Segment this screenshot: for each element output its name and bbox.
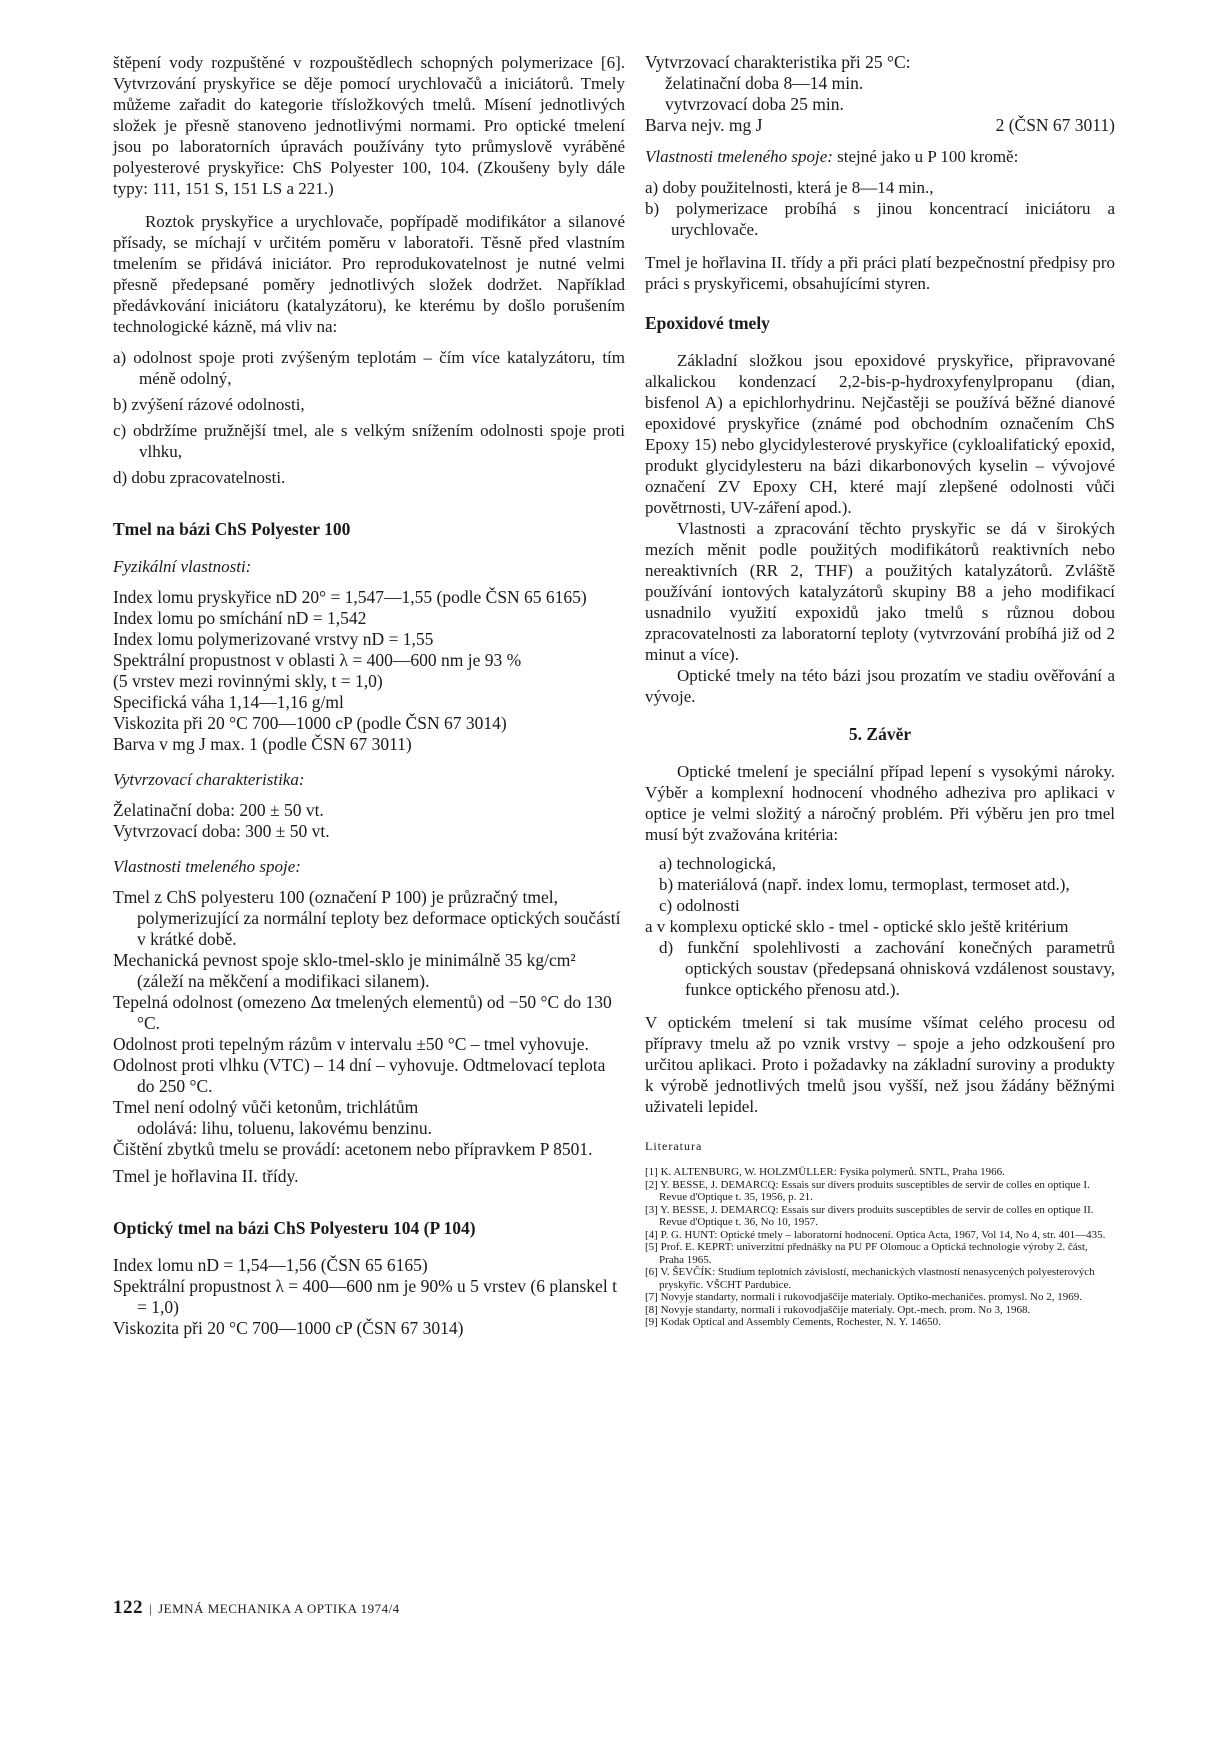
paragraph: Roztok pryskyřice a urychlovače, popřípadě modifikátor a silanové přísady, se míchají v určitém poměru v laboratoři. Těsně před vlastním tmelením se přidává iniciátor. Pro reprodukovatelnost je nutné velmi přesně předepsané poměry jednotlivých složek dodržet. Například předávkování iniciátoru (katalyzátoru), ke kterému by došlo porušením technologické kázně, má vliv na: (113, 212, 625, 336)
property-line: Specifická váha 1,14—1,16 g/ml (113, 692, 344, 712)
page-number: 122 (113, 1597, 143, 1618)
paragraph: Tmel je hořlavina II. třídy a při práci platí bezpečnostní předpisy pro práci s pryskyřicemi, obsahujícími styren. (645, 253, 1115, 293)
property-line: Viskozita při 20 °C 700—1000 cP (podle ČSN 67 3014) (113, 713, 507, 733)
exceptions-list (645, 177, 1115, 240)
reference-item: [7] Novyje standarty, normali i rukovodjaščije materialy. Optiko-mechaničes. promysl. No 2, 1969. (645, 1291, 1082, 1303)
section-heading: Tmel na bázi ChS Polyester 100 (113, 519, 351, 539)
property-label: Barva nejv. mg J (645, 115, 763, 135)
reference-item: [8] Novyje standarty, normali i rukovodjaščije materialy. Opt.-mech. prom. No 3, 1968. (645, 1303, 1031, 1316)
paragraph: V optickém tmelení si tak musíme všímat celého procesu od přípravy tmelu až po vznik vrstvy – spoje a jeho odzkoušení pro určitou aplikaci. Proto i požadavky na základní suroviny a produkty k výrobě jednotlivých tmelů jsou vyšší, než jsou žádány běžnými uživateli lepidel. (645, 1013, 1115, 1116)
reference-item: [4] P. G. HUNT: Optické tmely – laboratorní hodnocení. Optica Acta, 1967, Vol 14, No 4, str. 401—435. (645, 1228, 1106, 1241)
list-item: a) technologická, (659, 854, 777, 873)
property-line: Index lomu polymerizované vrstvy nD = 1,55 (113, 629, 434, 649)
criteria-list (645, 937, 1115, 1000)
property-line (645, 115, 1115, 136)
property-line: Tmel z ChS polyesteru 100 (označení P 100) je průzračný tmel, polymerizující za normální teploty bez deformace optických součástí v krátké době. (113, 887, 621, 949)
property-list (113, 1255, 625, 1339)
page-footer (113, 1597, 400, 1619)
property-line: Index lomu pryskyřice nD 20° = 1,547—1,55 (podle ČSN 65 6165) (113, 587, 587, 607)
property-line: Viskozita při 20 °C 700—1000 cP (ČSN 67 3014) (113, 1318, 464, 1338)
reference-item: [3] Y. BESSE, J. DEMARCQ: Essais sur divers produits susceptibles de servir de colles en optique II. Revue d'Optique t. 36, No 10, 1957. (645, 1203, 1094, 1228)
property-line: Index lomu po smíchání nD = 1,542 (113, 608, 367, 628)
left-column (113, 52, 625, 1339)
paragraph: Optické tmely na této bázi jsou prozatím ve stadiu ověřování a vývoje. (645, 666, 1115, 706)
property-line: Barva v mg J max. 1 (podle ČSN 67 3011) (113, 734, 412, 754)
property-line: Tepelná odolnost (omezeno Δα tmelených elementů) od −50 °C do 130 °C. (113, 992, 612, 1033)
property-line: Vytvrzovací charakteristika při 25 °C: (645, 52, 911, 72)
property-line: Tmel není odolný vůči ketonům, trichlátům (113, 1097, 419, 1117)
references-list (645, 1166, 1115, 1329)
reference-item: [2] Y. BESSE, J. DEMARCQ: Essais sur divers produits susceptibles de servir de colles en optique I. Revue d'Optique t. 35, 1956, p. 21. (645, 1178, 1090, 1203)
property-line: vytvrzovací doba 25 min. (665, 94, 844, 114)
paragraph: a v komplexu optické sklo - tmel - optické sklo ještě kritérium (645, 917, 1069, 936)
property-line: Spektrální propustnost v oblasti λ = 400—600 nm je 93 % (113, 650, 522, 670)
references-title: Literatura (645, 1139, 703, 1153)
list-item: c) obdržíme pružnější tmel, ale s velkým snížením odolnosti spoje proti vlhku, (113, 421, 625, 461)
property-list (113, 800, 625, 842)
inline-subheading: Vlastnosti tmeleného spoje: (645, 147, 833, 166)
property-line: Tmel je hořlavina II. třídy. (113, 1166, 299, 1186)
effects-list (113, 347, 625, 488)
property-line: Odolnost proti vlhku (VTC) – 14 dní – vyhovuje. Odtmelovací teplota do 250 °C. (113, 1055, 606, 1096)
subheading: Vytvrzovací charakteristika: (113, 770, 305, 789)
list-item: c) odolnosti (659, 896, 740, 915)
property-list (113, 587, 625, 755)
property-line: Vytvrzovací doba: 300 ± 50 vt. (113, 821, 330, 841)
property-line: Index lomu nD = 1,54—1,56 (ČSN 65 6165) (113, 1255, 428, 1275)
reference-item: [5] Prof. E. KEPRT: univerzitní přednášky na PU PF Olomouc a Optická technologie výroby 2. část, Praha 1965. (645, 1241, 1088, 1266)
list-item: a) doby použitelnosti, která je 8—14 min., (645, 178, 934, 197)
list-item: b) materiálová (např. index lomu, termoplast, termoset atd.), (659, 875, 1070, 894)
property-line: Mechanická pevnost spoje sklo-tmel-sklo je minimálně 35 kg/cm² (záleží na měkčení a modifikaci silanem). (113, 950, 576, 991)
list-item: d) funkční spolehlivosti a zachování konečných parametrů optických soustav (předepsaná ohnisková vzdálenost soustavy, funkce optického přenosu atd.). (659, 938, 1115, 999)
paragraph: štěpení vody rozpuštěné v rozpouštědlech schopných polymerizace [6]. Vytvrzování pryskyřice se děje pomocí urychlovačů a iniciátorů. Tmely můžeme zařadit do kategorie třísložkových tmelů. Mísení jednotlivých složek je přesně stanoveno jednotlivými normami. Pro optické tmelení jsou po laboratorních úpravách používány tyto průmyslově vyráběné polyesterové pryskyřice: ChS Polyester 100, 104. (Zkoušeny byly dále typy: 111, 151 S, 151 LS a 221.) (113, 53, 625, 198)
section-heading: Optický tmel na bázi ChS Polyesteru 104 (P 104) (113, 1218, 476, 1238)
property-line: odolává: lihu, toluenu, lakovému benzinu. (137, 1118, 433, 1138)
subheading: Fyzikální vlastnosti: (113, 557, 252, 576)
paragraph (645, 146, 1115, 167)
paragraph: Základní složkou jsou epoxidové pryskyřice, připravované alkalickou kondenzací 2,2-bis-p-hydroxyfenylpropanu (dian, bisfenol A) a epichlorhydrinu. Nejčastěji se používá běžné dianové epoxidové pryskyřice (známé pod obchodním označením ChS Epoxy 15) nebo glycidylesterové pryskyřice (cykloalifatický epoxid, produkt glycidylesteru na bázi dikarbonových kyselin – vývojové označení ZV Epoxy CH, které mají zlepšené odolnosti vůči povětrnosti, UV-záření apod.). (645, 351, 1115, 517)
list-item: b) zvýšení rázové odolnosti, (113, 395, 305, 414)
property-line: želatinační doba 8—14 min. (665, 73, 864, 93)
property-line: Čištění zbytků tmelu se provádí: acetonem nebo přípravkem P 8501. (113, 1139, 593, 1159)
section-heading: Epoxidové tmely (645, 313, 770, 333)
subheading: Vlastnosti tmeleného spoje: (113, 857, 301, 876)
footer-divider: | (149, 1601, 153, 1616)
reference-item: [6] V. ŠEVČÍK: Studium teplotních závislostí, mechanických vlastností nenasycených polyesterových pryskyřic. VŠCHT Pardubice. (645, 1266, 1095, 1291)
reference-item: [9] Kodak Optical and Assembly Cements, Rochester, N. Y. 14650. (645, 1316, 941, 1328)
property-value: 2 (ČSN 67 3011) (995, 115, 1115, 135)
property-line: (5 vrstev mezi rovinnými skly, t = 1,0) (113, 671, 383, 691)
property-line: Odolnost proti tepelným rázům v intervalu ±50 °C – tmel vyhovuje. (113, 1034, 589, 1054)
reference-item: [1] K. ALTENBURG, W. HOLZMÜLLER: Fysika polymerů. SNTL, Praha 1966. (645, 1166, 1005, 1178)
inline-text: stejné jako u P 100 kromě: (832, 147, 1019, 166)
list-item: a) odolnost spoje proti zvýšeným teplotám – čím více katalyzátoru, tím méně odolný, (113, 348, 625, 388)
journal-name: JEMNÁ MECHANIKA A OPTIKA 1974/4 (158, 1601, 400, 1616)
list-item: b) polymerizace probíhá s jinou koncentrací iniciátoru a urychlovače. (645, 199, 1115, 239)
property-line: Spektrální propustnost λ = 400—600 nm je 90% u 5 vrstev (6 planskel t = 1,0) (113, 1276, 617, 1317)
property-line: Želatinační doba: 200 ± 50 vt. (113, 800, 324, 820)
criteria-list (645, 853, 1115, 916)
paragraph: Vlastnosti a zpracování těchto pryskyřic se dá v širokých mezích měnit podle použitých modifikátorů reaktivních nebo nereaktivních (RR 2, THF) a použitých katalyzátorů. Zvláště používání iontových katalyzátorů skupiny B8 a jeho modifikací usnadnilo využití expoxidů jako tmelů s různou dobou zpracovatelnosti za laboratorní teploty (vytvrzování probíhá již od 2 minut a více). (645, 519, 1115, 664)
section-heading: 5. Závěr (848, 724, 912, 744)
right-column (645, 52, 1115, 1329)
property-list (113, 887, 625, 1187)
list-item: d) dobu zpracovatelnosti. (113, 468, 286, 487)
paragraph: Optické tmelení je speciální případ lepení s vysokými nároky. Výběr a komplexní hodnocení vhodného adheziva pro aplikaci v optice je velmi složitý a náročný problém. Při výběru jen pro tmel musí být zvažována kritéria: (645, 762, 1115, 844)
